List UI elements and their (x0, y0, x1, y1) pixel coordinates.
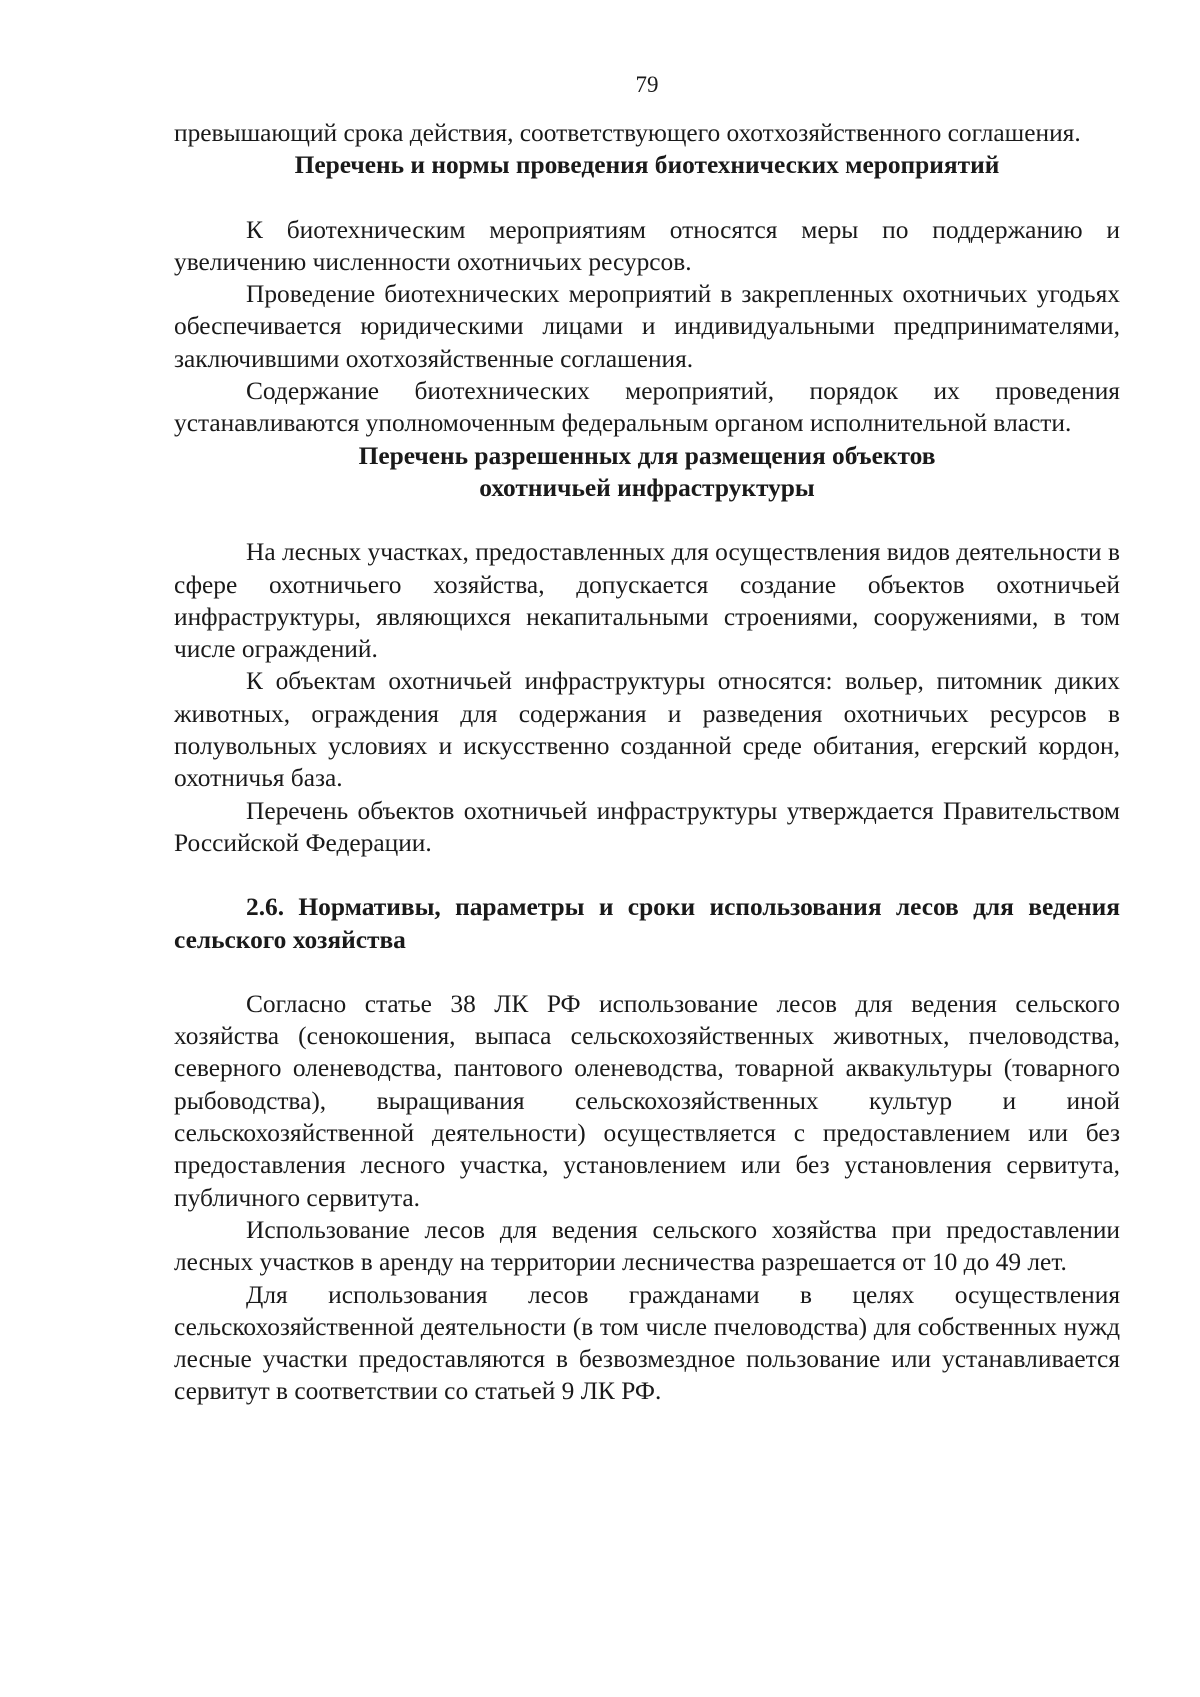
heading-line-2: охотничьей инфраструктуры (479, 473, 815, 502)
paragraph-agriculture-citizens: Для использования лесов гражданами в целях осуществления сельскохозяйственной деятельности (в том числе пчеловодства) для собственных нужд лесные участки предоставляются в безвозмездное пользование или устанавливается сервитут в соответствии со статьей 9 ЛК РФ. (174, 1280, 1120, 1406)
paragraph-continuation: превышающий срока действия, соответствующего охотхозяйственного соглашения. (174, 119, 1081, 147)
paragraph-agriculture-article: Согласно статье 38 ЛК РФ использование лесов для ведения сельского хозяйства (сенокошения, выпаса сельскохозяйственных животных, пчеловодства, северного оленеводства, пантового оленеводства, товарной аквакультуры (товарного рыбоводства), выращивания сельскохозяйственных культур и иной сельскохозяйственной деятельности) осуществляется с предоставлением или без предоставления лесного участка, установлением или без установления сервитута, публичного сервитута. (174, 989, 1120, 1212)
paragraph-biotech-definition: К биотехническим мероприятиям относятся меры по поддержанию и увеличению численности охотничьих ресурсов. (174, 215, 1120, 276)
paragraph-infrastructure-list: Перечень объектов охотничьей инфраструктуры утверждается Правительством Российской Федерации. (174, 796, 1120, 857)
section-heading-agriculture: 2.6. Нормативы, параметры и сроки использования лесов для ведения сельского хозяйства (174, 893, 1120, 954)
heading-hunting-infrastructure (174, 440, 1120, 505)
paragraph-biotech-execution: Проведение биотехнических мероприятий в закрепленных охотничьих угодьях обеспечивается юридическими лицами и индивидуальными предпринимателями, заключившими охотхозяйственные соглашения. (174, 280, 1120, 373)
heading-line-1: Перечень разрешенных для размещения объектов (358, 441, 936, 470)
paragraph-agriculture-lease: Использование лесов для ведения сельского хозяйства при предоставлении лесных участков в аренду на территории лесничества разрешается от 10 до 49 лет. (174, 1215, 1120, 1277)
document-body (174, 117, 1120, 1408)
paragraph-biotech-content: Содержание биотехнических мероприятий, порядок их проведения устанавливаются уполномоченным федеральным органом исполнительной власти. (174, 377, 1120, 438)
spacer (174, 504, 1120, 536)
spacer (174, 956, 1120, 988)
heading-biotechnical-measures: Перечень и нормы проведения биотехнических мероприятий (294, 151, 1000, 180)
paragraph-infrastructure-objects: К объектам охотничьей инфраструктуры относятся: вольер, питомник диких животных, ограждения для содержания и разведения охотничьих ресурсов в полувольных условиях и искусственно созданной среде обитания, егерский кордон, охотничья база. (174, 667, 1120, 793)
spacer (174, 182, 1120, 214)
paragraph-infrastructure-creation: На лесных участках, предоставленных для осуществления видов деятельности в сфере охотничьего хозяйства, допускается создание объектов охотничьей инфраструктуры, являющихся некапитальными строениями, сооружениями, в том числе ограждений. (174, 538, 1120, 664)
page-number: 79 (635, 72, 659, 97)
spacer (174, 859, 1120, 891)
